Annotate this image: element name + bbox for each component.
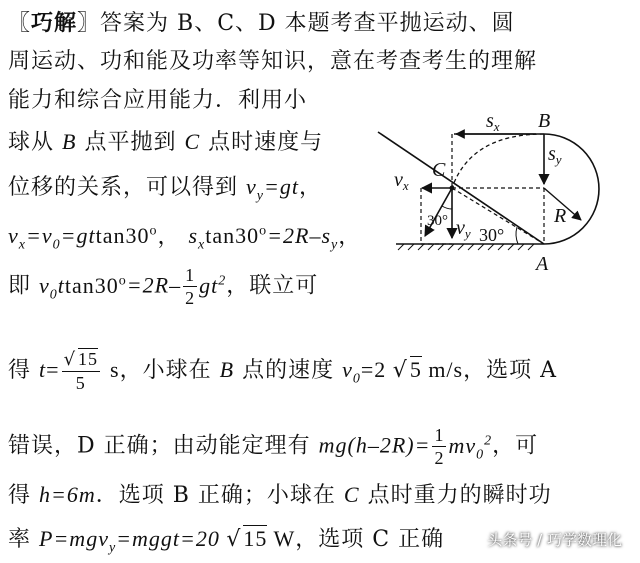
- line-9-part-a: 错误，D 正确；由动能定理有: [8, 433, 311, 459]
- line-3-text: 能力和综合应用能力．利用小: [8, 88, 308, 113]
- line-5-text: 位移的关系，可以得到: [8, 175, 239, 200]
- formula-p-value: √15 W: [226, 526, 296, 552]
- text-line-5: [8, 172, 322, 211]
- line-5-comma: ，: [298, 175, 322, 200]
- line-8-part-b: ，小球在: [119, 358, 212, 383]
- formula-sx-rhs: $=2R-s_y$: [267, 223, 339, 253]
- text-line-9: [8, 424, 538, 470]
- formula-vy-gt: $v_y=gt$: [246, 174, 299, 204]
- formula-v0t-tan: tan30$^o$: [64, 272, 127, 298]
- formula-v0-value: =2 √5 m/s: [360, 357, 464, 383]
- line-10-part-b: ．选项 B 正确；小球在: [95, 483, 336, 508]
- ground-hatching: [398, 244, 534, 250]
- formula-sx-tan: tan30$^o$: [205, 223, 268, 249]
- section-heading: 巧解: [31, 10, 78, 36]
- fraction-t: $\frac{√ 15}{5}$: [63, 349, 99, 393]
- formula-vx: $v_x=v_0=gt$: [8, 223, 96, 253]
- formula-gt2: $gt^2$: [199, 272, 227, 298]
- line-8-part-a: 得: [8, 358, 32, 383]
- label-c: C: [432, 159, 446, 181]
- point-b-ref: B: [62, 129, 77, 154]
- formula-v0: $v_0$: [342, 357, 361, 387]
- formula-t: t: [39, 357, 47, 382]
- formula-v0t: $v_0t$: [39, 272, 65, 302]
- fraction-half: $\frac{1}{2}$: [185, 265, 196, 308]
- line-4-part-a: 球从: [8, 130, 55, 155]
- text-line-3: [8, 86, 307, 116]
- label-a: A: [536, 253, 549, 275]
- label-sy: $s_y$: [548, 143, 562, 167]
- line-4-part-c: 点时速度与: [208, 130, 324, 155]
- fraction-half-2: $\frac{1}{2}$: [434, 425, 445, 468]
- formula-vx-tan: tan30$^o$: [95, 223, 158, 249]
- line-11-part-b: ，选项 C 正确: [295, 527, 445, 552]
- line-4-part-b: 点平抛到: [84, 130, 177, 155]
- line-7-part-b: ，联立可: [226, 273, 319, 299]
- label-angle-2: 30°: [479, 225, 505, 245]
- text-line-8: [8, 348, 557, 394]
- line-8-part-d: ，选项 A: [463, 358, 557, 383]
- label-r: R: [554, 205, 567, 227]
- text-line-1: [8, 8, 515, 39]
- line-1-text: 答案为 B、C、D 本题考查平抛运动、圆: [100, 11, 515, 36]
- text-line-6: [8, 217, 361, 261]
- point-c-ref-2: C: [343, 482, 360, 507]
- point-c-ref: C: [184, 129, 201, 154]
- trajectory-dashed: [452, 134, 544, 188]
- bracket-open: 〖: [8, 11, 32, 36]
- line-2-text: 周运动、功和能及功率等知识，意在考查考生的理解: [8, 49, 538, 74]
- text-line-11: [8, 524, 444, 563]
- projectile-diagram: [376, 110, 626, 280]
- bracket-close: 〗: [77, 11, 101, 36]
- angle-arc-2: [516, 227, 518, 244]
- formula-sx: $s_x$: [188, 223, 206, 253]
- point-c-dot: [450, 186, 455, 191]
- text-line-10: [8, 480, 552, 511]
- formula-t-eq: =: [46, 357, 60, 382]
- text-line-2: [8, 47, 537, 77]
- line-9-part-b: ，可: [492, 433, 539, 459]
- watermark: 头条号 / 巧学数理化: [487, 531, 622, 549]
- line-6-end: ，: [338, 224, 362, 250]
- line-7-part-a: 即: [8, 273, 32, 299]
- unit-s: s: [110, 357, 120, 382]
- label-vx: $v_x$: [394, 169, 409, 193]
- formula-2r: =2R–: [126, 272, 182, 298]
- line-8-part-c: 点的速度: [242, 358, 335, 383]
- formula-p: P=mgv$_y$=mggt=20: [39, 526, 220, 556]
- text-line-7: [8, 264, 318, 310]
- line-10-part-a: 得: [8, 483, 32, 508]
- label-vy: $v_y$: [456, 217, 471, 241]
- formula-mgh: mg(h–2R)=: [318, 432, 431, 458]
- formula-h: h=6m: [39, 482, 96, 507]
- text-line-4: [8, 127, 323, 158]
- label-angle-1: 30°: [427, 213, 448, 229]
- label-sx: $s_x$: [486, 110, 500, 134]
- angle-arc-1: [442, 206, 452, 209]
- line-11-part-a: 率: [8, 527, 32, 552]
- sep-1: ，: [157, 224, 181, 250]
- formula-mv0sq: $mv_0^2$: [448, 432, 493, 462]
- point-b-ref-2: B: [219, 357, 235, 382]
- label-b: B: [538, 110, 551, 132]
- line-10-part-c: 点时重力的瞬时功: [367, 483, 552, 508]
